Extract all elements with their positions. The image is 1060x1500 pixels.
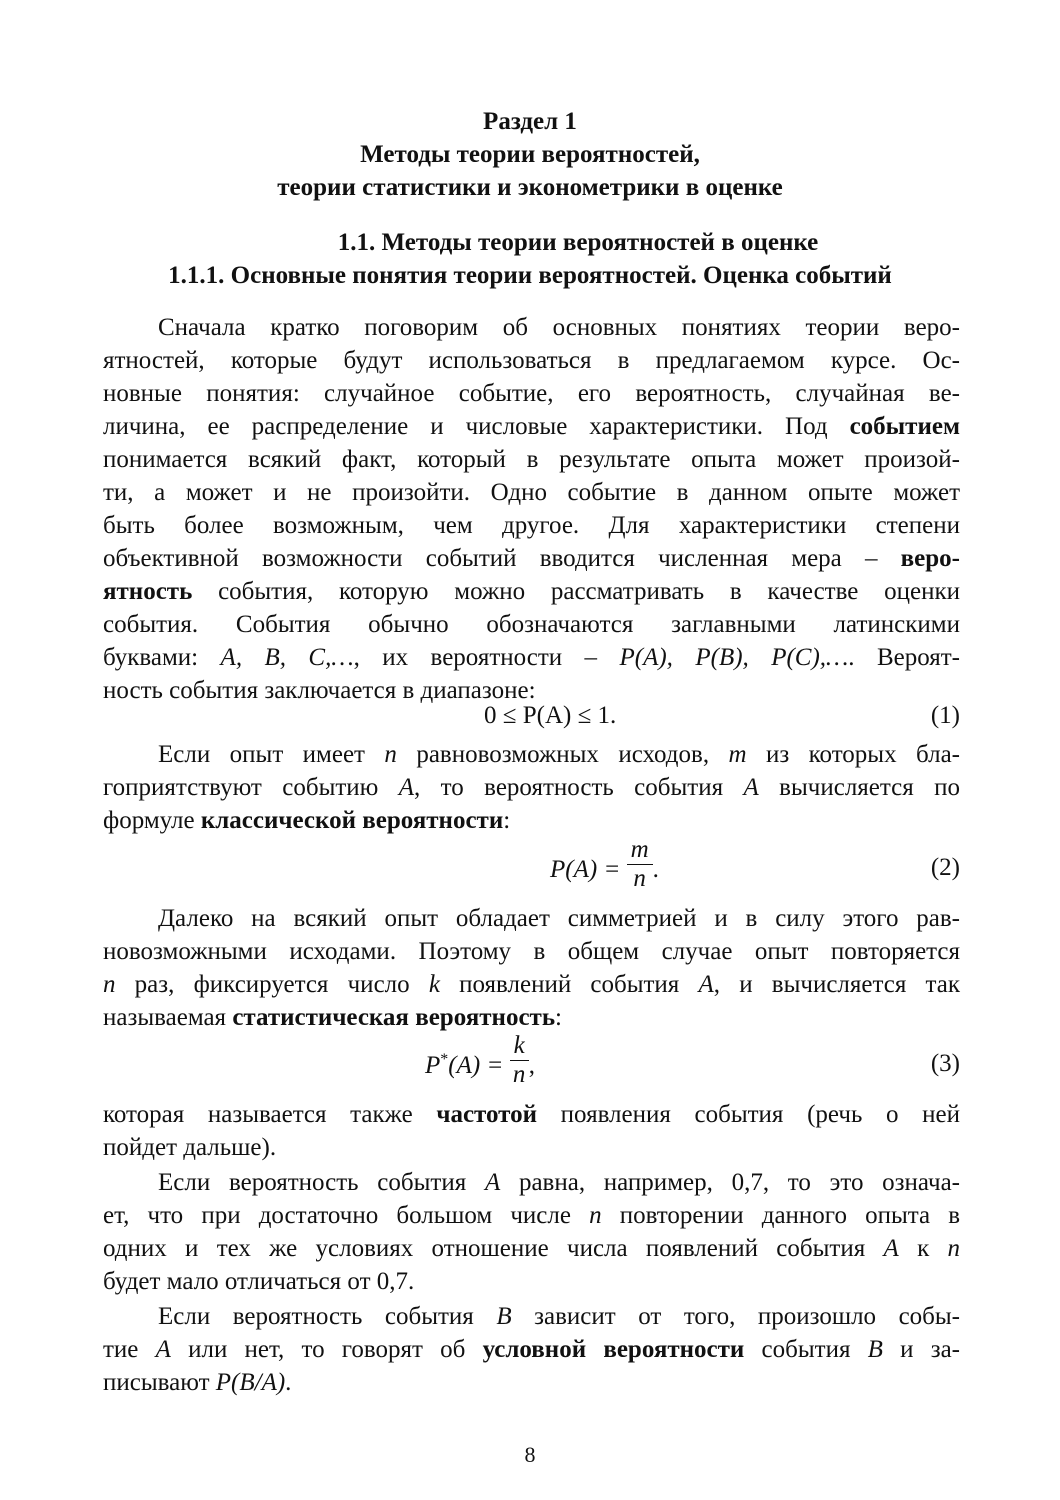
text-line: Если вероятность события B зависит от того, произошло собы- (158, 1303, 961, 1330)
formula-3-expression: P*(A) = $\frac{k}{n}$ , (425, 1032, 535, 1088)
text-line: пойдет дальше). (103, 1134, 277, 1161)
paragraph-6 (103, 1300, 960, 1399)
formula-3 (0, 1034, 1060, 1098)
text-line: будет мало отличаться от 0,7. (103, 1268, 415, 1295)
text-line: Далеко на всякий опыт обладает симметрией и в силу этого рав- (158, 905, 960, 932)
text-line: одних и тех же условиях отношение числа появлений события A к n (103, 1235, 960, 1262)
text-line: буквами: A, B, C,…, их вероятности – P(A), P(B), P(C),…. Вероят- (103, 644, 960, 671)
formula-3-number: (3) (930, 1050, 960, 1077)
text-line: ность события заключается в диапазоне: (103, 677, 536, 704)
formula-2 (0, 838, 1060, 902)
text-line: Сначала кратко поговорим об основных понятиях теории веро- (158, 314, 960, 341)
subsection-title: 1.1. Методы теории вероятностей в оценке (337, 229, 819, 256)
text-line: Если вероятность события A равна, например, 0,7, то это означа- (158, 1169, 961, 1196)
paragraph-5 (103, 1166, 960, 1298)
formula-2-number: (2) (930, 854, 960, 881)
page-number: 8 (524, 1442, 536, 1467)
text-line: n раз, фиксируется число k появлений события A, и вычисляется так (103, 971, 960, 998)
paragraph-2 (103, 738, 960, 837)
formula-1 (0, 702, 1060, 742)
text-line: которая называется также частотой появления события (речь о ней (103, 1101, 961, 1128)
text-line: писывают P(B/A). (103, 1369, 292, 1396)
text-line: ятностей, которые будут использоваться в предлагаемом курсе. Ос- (103, 347, 960, 374)
formula-2-expression: P(A) = $\frac{m}{n}$ . (550, 836, 659, 892)
formula-1-number: (1) (930, 702, 960, 729)
paragraph-3 (103, 902, 960, 1034)
text-line: быть более возможным, чем другое. Для характеристики степени (103, 512, 960, 539)
formula-1-expression: 0 ≤ P(A) ≤ 1. (484, 702, 617, 729)
text-line: новные понятия: случайное событие, его вероятность, случайная ве- (103, 380, 960, 407)
text-line: ет, что при достаточно большом числе n повторении данного опыта в (103, 1202, 961, 1229)
section-label: Раздел 1 (483, 108, 577, 135)
text-line: гоприятствуют событию A, то вероятность события A вычисляется по (103, 774, 960, 801)
text-line: ти, а может и не произойти. Одно событие в данном опыте может (103, 479, 960, 506)
text-line: Если опыт имеет n равновозможных исходов, m из которых бла- (158, 741, 961, 768)
text-line: тие A или нет, то говорят об условной вероятности события B и за- (103, 1336, 961, 1363)
section-title-line2: теории статистики и эконометрики в оценке (277, 174, 783, 201)
section-title-line1: Методы теории вероятностей, (360, 141, 700, 168)
text-line: события. События обычно обозначаются заглавными латинскими (103, 611, 960, 638)
paragraph-1 (103, 311, 960, 707)
text-line: новозможными исходами. Поэтому в общем случае опыт повторяется (103, 938, 960, 965)
text-line: называемая статистическая вероятность: (103, 1004, 562, 1031)
text-line: ятность события, которую можно рассматривать в качестве оценки (103, 578, 960, 605)
subsubsection-title: 1.1.1. Основные понятия теории вероятностей. Оценка событий (168, 262, 892, 289)
text-line: объективной возможности событий вводится численная мера – веро- (103, 545, 960, 572)
paragraph-4 (103, 1098, 960, 1164)
text-line: понимается всякий факт, который в результате опыта может произой- (103, 446, 960, 473)
text-line: формуле классической вероятности: (103, 807, 511, 834)
text-line: личина, ее распределение и числовые характеристики. Под событием (103, 413, 960, 440)
